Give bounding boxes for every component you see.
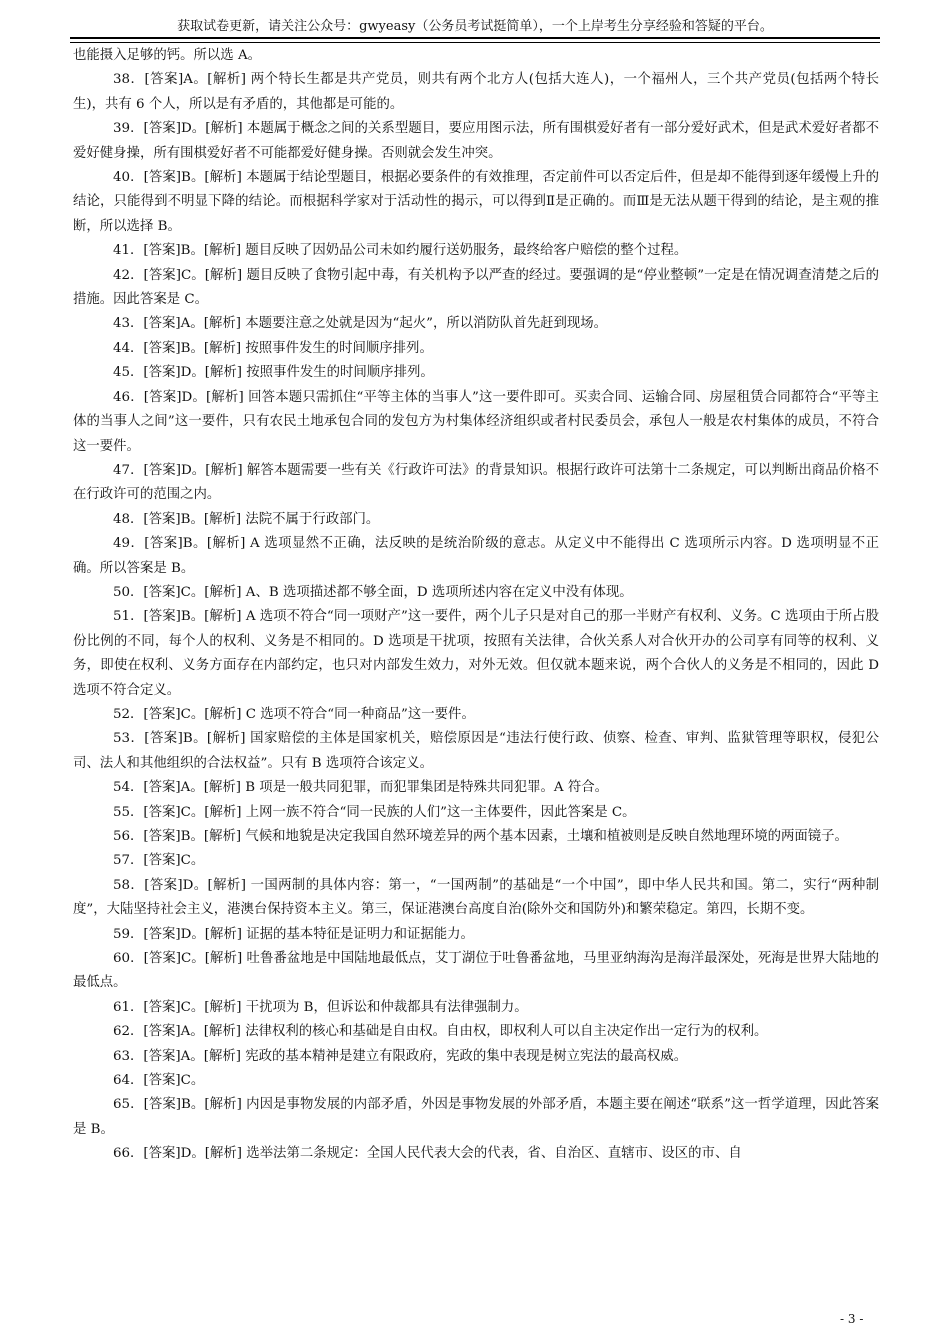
answer-paragraph: 45．[答案]D。[解析] 按照事件发生的时间顺序排列。 [113, 365, 434, 381]
answer-paragraph: 43．[答案]A。[解析] 本题要注意之处就是因为“起火”，所以消防队首先赶到现场。 [113, 316, 608, 332]
answer-paragraph: 58．[答案]D。[解析] 一国两制的具体内容：第一，“一国两制”的基础是“一个中国”，即中华人民共和国。第二，实行“两种制度”，大陆坚持社会主义，港澳台保持资本主义。第三，保证港澳台高度自治(除外交和国防外)和繁荣稳定。第四，长期不变。 [73, 877, 879, 918]
answer-paragraph: 60．[答案]C。[解析] 吐鲁番盆地是中国陆地最低点，艾丁湖位于吐鲁番盆地，马里亚纳海沟是海洋最深处，死海是世界大陆地的最低点。 [73, 951, 879, 991]
answer-paragraph: 63．[答案]A。[解析] 宪政的基本精神是建立有限政府，宪政的集中表现是树立宪法的最高权威。 [113, 1048, 688, 1064]
answer-paragraph: 65．[答案]B。[解析] 内因是事物发展的内部矛盾，外因是事物发展的外部矛盾，本题主要在阐述“联系”这一哲学道理，因此答案是 B。 [73, 1097, 879, 1137]
answer-paragraph: 51．[答案]B。[解析] A 选项不符合“同一项财产”这一要件，两个儿子只是对自己的那一半财产有权利、义务。C 选项由于所占股份比例的不同，每个人的权利、义务是不相同的。D 选项是干扰项，按照有关法律，合伙关系人对合伙开办的公司享有同等的权利、义务，即使在权利、义务方面存在内部约定，也只对内部发生效力，对外无效。但仅就本题来说，两个合伙人的义务是不相同的，因此 D 选项不符合定义。 [73, 609, 879, 698]
answer-paragraph: 57．[答案]C。 [113, 853, 205, 869]
header-rule-thin [70, 42, 880, 43]
answer-paragraph: 48．[答案]B。[解析] 法院不属于行政部门。 [113, 511, 380, 527]
answer-paragraph: 53．[答案]B。[解析] 国家赔偿的主体是国家机关，赔偿原因是“违法行使行政、侦察、检查、审判、监狱管理等职权，侵犯公司、法人和其他组织的合法权益”。只有 B 选项符合该定义。 [73, 731, 879, 771]
header-rule-thick [70, 37, 880, 39]
page-header: 获取试卷更新，请关注公众号：gwyeasy（公务员考试挺简单），一个上岸考生分享经验和答疑的平台。 [177, 19, 773, 34]
answer-paragraph: 54．[答案]A。[解析] B 项是一般共同犯罪，而犯罪集团是特殊共同犯罪。A 符合。 [113, 780, 608, 796]
answer-paragraph: 41．[答案]B。[解析] 题目反映了因奶品公司未如约履行送奶服务，最终给客户赔偿的整个过程。 [113, 243, 688, 259]
answer-paragraph: 66．[答案]D。[解析] 选举法第二条规定：全国人民代表大会的代表，省、自治区、直辖市、设区的市、自 [113, 1146, 742, 1162]
answer-paragraph: 38．[答案]A。[解析] 两个特长生都是共产党员，则共有两个北方人(包括大连人)，一个福州人，三个共产党员(包括两个特长生)，共有 6 个人，所以是有矛盾的，其他都是可能的。 [73, 72, 879, 112]
answer-paragraph: 64．[答案]C。 [113, 1073, 205, 1089]
answer-paragraph: 40．[答案]B。[解析] 本题属于结论型题目，根据必要条件的有效推理，否定前件可以否定后件，但是却不能得到逐年缓慢上升的结论，只能得到不明显下降的结论。而根据科学家对于活动性的揭示，可以得到Ⅱ是正确的。而Ⅲ是无法从题干得到的结论，是主观的推断，所以选择 B。 [73, 170, 879, 234]
answer-paragraph: 49．[答案]B。[解析] A 选项显然不正确，法反映的是统治阶级的意志。从定义中不能得出 C 选项所示内容。D 选项明显不正确。所以答案是 B。 [73, 536, 879, 576]
answer-paragraph: 52．[答案]C。[解析] C 选项不符合“同一种商品”这一要件。 [113, 706, 475, 722]
answer-paragraph: 46．[答案]D。[解析] 回答本题只需抓住“平等主体的当事人”这一要件即可。买卖合同、运输合同、房屋租赁合同都符合“平等主体的当事人之间”这一要件，只有农民土地承包合同的发包方为村集体经济组织或者村民委员会，承包人一般是农村集体的成员，不符合这一要件。 [73, 389, 879, 454]
answer-paragraph: 50．[答案]C。[解析] A、B 选项描述都不够全面，D 选项所述内容在定义中没有体现。 [113, 584, 633, 600]
answer-explanations [73, 44, 879, 1167]
answer-paragraph: 62．[答案]A。[解析] 法律权利的核心和基础是自由权。自由权，即权利人可以自主决定作出一定行为的权利。 [113, 1024, 768, 1040]
answer-paragraph: 55．[答案]C。[解析] 上网一族不符合“同一民族的人们”这一主体要件，因此答案是 C。 [113, 804, 636, 820]
answer-paragraph: 56．[答案]B。[解析] 气候和地貌是决定我国自然环境差异的两个基本因素，土壤和植被则是反映自然地理环境的两面镜子。 [113, 829, 848, 844]
page-number: - 3 - [840, 1312, 864, 1326]
answer-paragraph: 39．[答案]D。[解析] 本题属于概念之间的关系型题目，要应用图示法，所有围棋爱好者有一部分爱好武术，但是武术爱好者都不爱好健身操，所有围棋爱好者不可能都爱好健身操。否则就会发生冲突。 [73, 121, 879, 161]
answer-paragraph: 42．[答案]C。[解析] 题目反映了食物引起中毒，有关机构予以严查的经过。要强调的是“停业整顿”一定是在情况调查清楚之后的措施。因此答案是 C。 [73, 267, 879, 308]
answer-paragraph: 也能摄入足够的钙。所以选 A。 [73, 48, 262, 63]
answer-paragraph: 59．[答案]D。[解析] 证据的基本特征是证明力和证据能力。 [113, 926, 474, 942]
answer-paragraph: 61．[答案]C。[解析] 干扰项为 B，但诉讼和仲裁都具有法律强制力。 [113, 999, 528, 1015]
answer-paragraph: 44．[答案]B。[解析] 按照事件发生的时间顺序排列。 [113, 340, 433, 356]
answer-paragraph: 47．[答案]D。[解析] 解答本题需要一些有关《行政许可法》的背景知识。根据行政许可法第十二条规定，可以判断出商品价格不在行政许可的范围之内。 [73, 462, 879, 503]
